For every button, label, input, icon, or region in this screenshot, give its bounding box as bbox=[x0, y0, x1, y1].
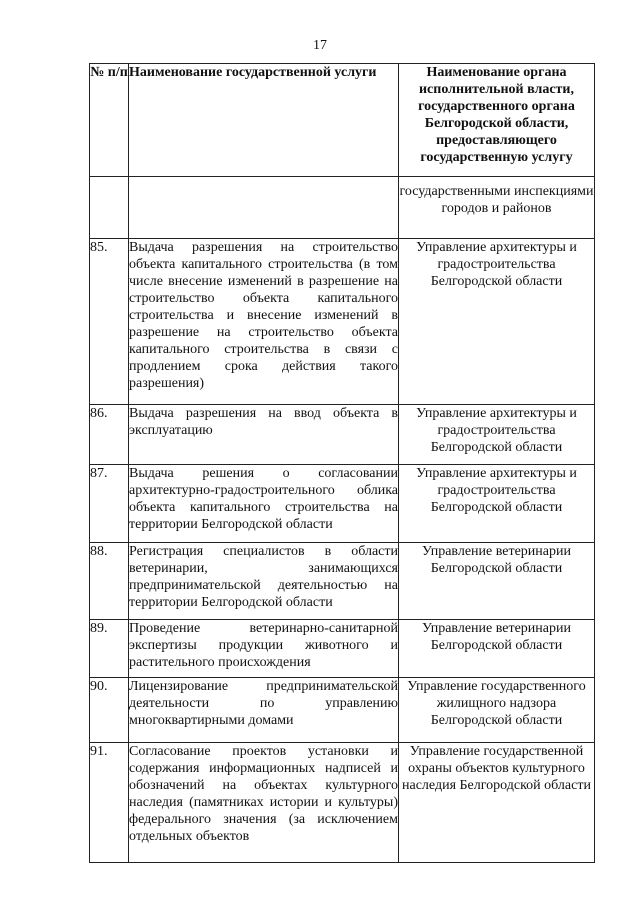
row-number: 87. bbox=[90, 465, 129, 543]
row-authority: Управление государственной охраны объектов культурного наследия Белгородской области bbox=[399, 743, 595, 863]
table-row bbox=[90, 678, 595, 743]
row-service-name: Лицензирование предпринимательской деятельности по управлению многоквартирными домами bbox=[129, 678, 399, 743]
services-table bbox=[89, 63, 595, 863]
row-service-name: Выдача разрешения на ввод объекта в эксплуатацию bbox=[129, 405, 399, 465]
row-authority: Управление ветеринарии Белгородской области bbox=[399, 620, 595, 678]
row-authority: Управление архитектуры и градостроительства Белгородской области bbox=[399, 465, 595, 543]
page-number: 17 bbox=[313, 38, 327, 53]
table-header-row bbox=[90, 64, 595, 177]
row-service-name: Выдача разрешения на строительство объекта капитального строительства (в том числе внесение изменений в разрешение на строительство объекта капитального строительства и внесение изменений в разрешение на строительство объекта капитального строительства в связи с продлением срока действия такого разрешения) bbox=[129, 239, 399, 405]
row-authority: Управление государственного жилищного надзора Белгородской области bbox=[399, 678, 595, 743]
row-service-name: Проведение ветеринарно-санитарной экспертизы продукции животного и растительного происхождения bbox=[129, 620, 399, 678]
row-number bbox=[90, 177, 129, 239]
row-authority: Управление архитектуры и градостроительства Белгородской области bbox=[399, 405, 595, 465]
table-row bbox=[90, 405, 595, 465]
header-number: № п/п bbox=[90, 64, 129, 177]
header-authority: Наименование органа исполнительной власти, государственного органа Белгородской области, предоставляющего государственную услугу bbox=[399, 64, 595, 177]
row-service-name: Регистрация специалистов в области ветеринарии, занимающихся предпринимательской деятельностью на территории Белгородской области bbox=[129, 543, 399, 620]
table-row bbox=[90, 543, 595, 620]
row-service-name: Согласование проектов установки и содержания информационных надписей и обозначений на объектах культурного наследия (памятниках истории и культуры) федерального значения (за исключением отдельных объектов bbox=[129, 743, 399, 863]
table-row bbox=[90, 620, 595, 678]
header-service-name: Наименование государственной услуги bbox=[129, 64, 399, 177]
row-number: 91. bbox=[90, 743, 129, 863]
table-row bbox=[90, 743, 595, 863]
table-row bbox=[90, 239, 595, 405]
row-number: 90. bbox=[90, 678, 129, 743]
row-service-name bbox=[129, 177, 399, 239]
row-authority: государственными инспекциями городов и районов bbox=[399, 177, 595, 239]
row-authority: Управление ветеринарии Белгородской области bbox=[399, 543, 595, 620]
table-row bbox=[90, 177, 595, 239]
row-number: 89. bbox=[90, 620, 129, 678]
row-number: 85. bbox=[90, 239, 129, 405]
row-number: 86. bbox=[90, 405, 129, 465]
row-number: 88. bbox=[90, 543, 129, 620]
row-service-name: Выдача решения о согласовании архитектурно-градостроительного облика объекта капитального строительства на территории Белгородской области bbox=[129, 465, 399, 543]
row-authority: Управление архитектуры и градостроительства Белгородской области bbox=[399, 239, 595, 405]
table-row bbox=[90, 465, 595, 543]
